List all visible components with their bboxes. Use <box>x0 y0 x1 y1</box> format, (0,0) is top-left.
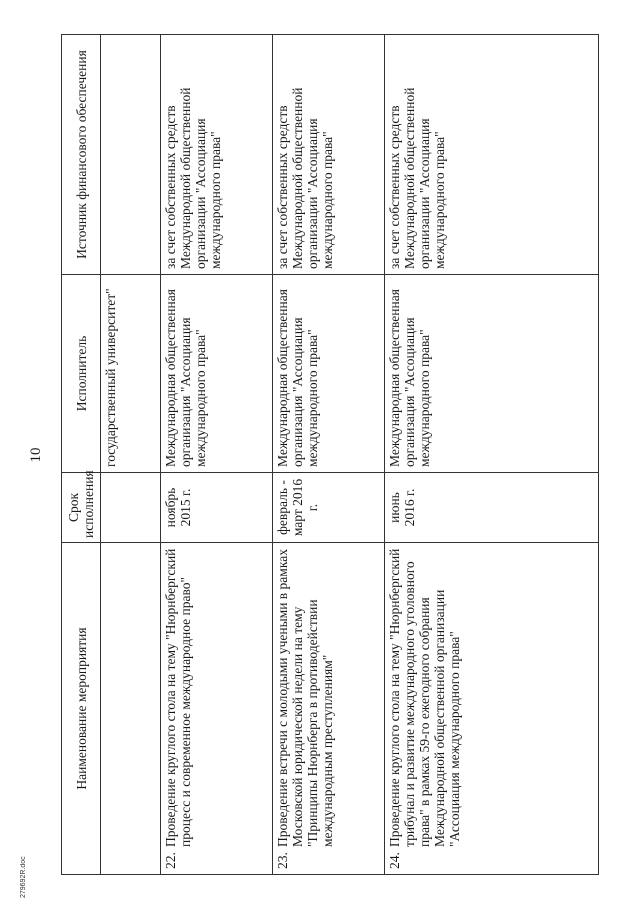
event-name: Проведение круглого стола на тему "Нюрнбергский трибунал и развитие международного уголовного права" в рамках 59-го ежегодного собрания Международной общественной организации "Ассоциация международного права" <box>387 548 462 847</box>
row-number: 24. <box>387 852 402 869</box>
cell-term: ноябрь 2015 г. <box>161 473 273 543</box>
table-row <box>273 35 385 875</box>
header-name: Наименование мероприятия <box>62 543 101 875</box>
cell-term: июнь 2016 г. <box>385 473 599 543</box>
events-table <box>61 34 599 875</box>
cell-name <box>161 543 273 875</box>
cell-name <box>385 543 599 875</box>
cell-funding: за счет собственных средств Международной общественной организации "Ассоциация международного права" <box>273 35 385 275</box>
table-header-row <box>62 35 101 875</box>
cell-funding: за счет собственных средств Международной общественной организации "Ассоциация международного права" <box>385 35 599 275</box>
cell-term-empty <box>101 473 161 543</box>
cell-name <box>273 543 385 875</box>
cell-funding-empty <box>101 35 161 275</box>
document-filename: 279692R.doc <box>20 856 27 898</box>
table-row <box>161 35 273 875</box>
header-funding: Источник финансового обеспечения <box>62 35 101 275</box>
cell-executor: Международная общественная организация "Ассоциация международного права" <box>385 275 599 473</box>
header-term: Срок исполнения <box>62 473 101 543</box>
event-name: Проведение встречи с молодыми учеными в рамках Московской юридической недели на тему "Принципы Нюрнберга в противодействии международным преступлениям" <box>275 549 335 847</box>
row-number: 23. <box>275 852 290 869</box>
rotated-page-content <box>28 35 615 875</box>
table-row-continuation <box>101 35 161 875</box>
cell-executor-continuation: государственный университет" <box>101 275 161 473</box>
cell-term: февраль - март 2016 г. <box>273 473 385 543</box>
cell-funding: за счет собственных средств Международной общественной организации "Ассоциация международного права" <box>161 35 273 275</box>
cell-executor: Международная общественная организация "Ассоциация международного права" <box>273 275 385 473</box>
row-number: 22. <box>163 852 178 869</box>
page-number: 10 <box>28 447 44 463</box>
table-row <box>385 35 599 875</box>
cell-executor: Международная общественная организация "Ассоциация международного права" <box>161 275 273 473</box>
event-name: Проведение круглого стола на тему "Нюрнбергский процесс и современное международное право" <box>163 548 193 847</box>
header-executor: Исполнитель <box>62 275 101 473</box>
cell-name-empty <box>101 543 161 875</box>
